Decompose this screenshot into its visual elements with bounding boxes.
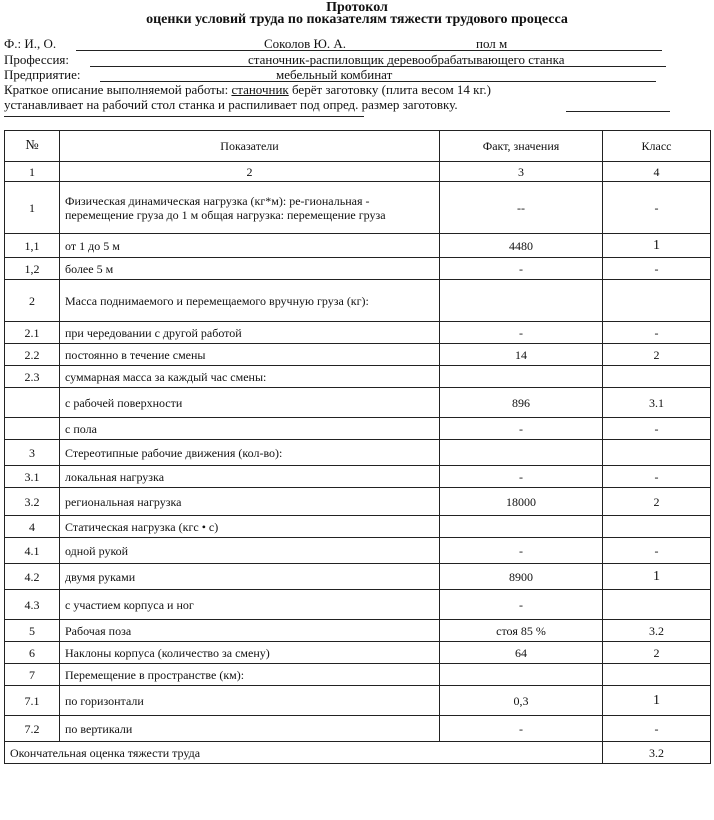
row-fact: -- (440, 182, 603, 234)
numbering-cell: 4 (603, 162, 711, 182)
row-class: 3.1 (603, 388, 711, 418)
row-fact (440, 440, 603, 466)
column-header-number: № (5, 131, 60, 162)
row-class: - (603, 716, 711, 742)
row-fact: - (440, 538, 603, 564)
row-number: 3.1 (5, 466, 60, 488)
row-fact (440, 516, 603, 538)
row-class: 1 (603, 686, 711, 716)
row-fact: - (440, 258, 603, 280)
row-class: 2 (603, 344, 711, 366)
row-indicator: с рабочей поверхности (60, 388, 440, 418)
row-indicator: постоянно в течение смены (60, 344, 440, 366)
row-number: 7.2 (5, 716, 60, 742)
table-row (5, 590, 711, 620)
row-indicator: локальная нагрузка (60, 466, 440, 488)
row-class: - (603, 466, 711, 488)
row-indicator: Наклоны корпуса (количество за смену) (60, 642, 440, 664)
row-indicator: Физическая динамическая нагрузка (кг*м): ре-гиональная - перемещение груза до 1 м общая нагрузка: перемещение груза (60, 182, 440, 234)
row-fact: 18000 (440, 488, 603, 516)
table-row (5, 280, 711, 322)
row-class: - (603, 322, 711, 344)
row-number: 3 (5, 440, 60, 466)
table-row (5, 466, 711, 488)
row-class: - (603, 538, 711, 564)
row-indicator: Рабочая поза (60, 620, 440, 642)
row-indicator: с участием корпуса и ног (60, 590, 440, 620)
protocol-table (4, 130, 711, 764)
row-number: 4.3 (5, 590, 60, 620)
row-number: 4.1 (5, 538, 60, 564)
row-fact: 8900 (440, 564, 603, 590)
description-value-2: берёт заготовку (плита весом 14 кг.) (291, 82, 491, 97)
column-header-fact: Факт, значения (440, 131, 603, 162)
table-header-row (5, 131, 711, 162)
row-fact: - (440, 716, 603, 742)
row-number: 4 (5, 516, 60, 538)
table-row (5, 258, 711, 280)
column-header-indicator: Показатели (60, 131, 440, 162)
description-underline-2 (566, 111, 670, 112)
document-subtitle: оценки условий труда по показателям тяжести трудового процесса (146, 12, 568, 27)
row-fact: - (440, 590, 603, 620)
row-indicator: по вертикали (60, 716, 440, 742)
final-assessment-value: 3.2 (603, 742, 711, 764)
description-value-1: станочник (231, 82, 289, 97)
row-fact (440, 280, 603, 322)
row-number: 2.1 (5, 322, 60, 344)
row-class: - (603, 182, 711, 234)
row-indicator: с пола (60, 418, 440, 440)
row-class: 2 (603, 488, 711, 516)
row-number: 2.2 (5, 344, 60, 366)
table-row (5, 388, 711, 418)
profession-value: станочник-распиловщик деревообрабатывающего станка (248, 52, 565, 67)
description-underline-3 (4, 116, 364, 117)
description-label: Краткое описание выполняемой работы: (4, 82, 229, 97)
row-number: 1,2 (5, 258, 60, 280)
row-number (5, 388, 60, 418)
row-class: 3.2 (603, 620, 711, 642)
description-line-2: устанавливает на рабочий стол станка и распиливает под опред. размер заготовку. (4, 97, 458, 112)
row-fact (440, 366, 603, 388)
row-fact: 64 (440, 642, 603, 664)
table-row (5, 716, 711, 742)
row-indicator: региональная нагрузка (60, 488, 440, 516)
profession-label: Профессия: (4, 52, 69, 67)
row-number: 4.2 (5, 564, 60, 590)
row-class (603, 664, 711, 686)
table-row (5, 234, 711, 258)
row-class: 1 (603, 234, 711, 258)
row-indicator: по горизонтали (60, 686, 440, 716)
table-row (5, 488, 711, 516)
row-class: 1 (603, 564, 711, 590)
numbering-cell: 3 (440, 162, 603, 182)
row-fact: - (440, 466, 603, 488)
fio-label: Ф.: И., О. (4, 36, 57, 51)
table-row (5, 664, 711, 686)
numbering-cell: 1 (5, 162, 60, 182)
row-number (5, 418, 60, 440)
fio-line (4, 36, 56, 52)
row-fact: 896 (440, 388, 603, 418)
table-row (5, 564, 711, 590)
row-fact: - (440, 322, 603, 344)
row-indicator: более 5 м (60, 258, 440, 280)
row-number: 2 (5, 280, 60, 322)
final-assessment-row (5, 742, 711, 764)
row-class: - (603, 258, 711, 280)
table-row (5, 516, 711, 538)
row-number: 1 (5, 182, 60, 234)
row-indicator: суммарная масса за каждый час смены: (60, 366, 440, 388)
row-number: 5 (5, 620, 60, 642)
row-fact: 0,3 (440, 686, 603, 716)
row-fact: стоя 85 % (440, 620, 603, 642)
row-indicator: Статическая нагрузка (кгс • с) (60, 516, 440, 538)
table-row (5, 642, 711, 664)
row-indicator: Масса поднимаемого и перемещаемого вручную груза (кг): (60, 280, 440, 322)
row-class (603, 366, 711, 388)
row-indicator: при чередовании с другой работой (60, 322, 440, 344)
row-number: 6 (5, 642, 60, 664)
row-fact: 4480 (440, 234, 603, 258)
table-row (5, 344, 711, 366)
row-indicator: Перемещение в пространстве (км): (60, 664, 440, 686)
table-row (5, 686, 711, 716)
row-fact (440, 664, 603, 686)
table-row (5, 366, 711, 388)
row-class: - (603, 418, 711, 440)
row-indicator: от 1 до 5 м (60, 234, 440, 258)
column-header-class: Класс (603, 131, 711, 162)
row-number: 3.2 (5, 488, 60, 516)
row-indicator: одной рукой (60, 538, 440, 564)
row-indicator: Стереотипные рабочие движения (кол-во): (60, 440, 440, 466)
table-row (5, 182, 711, 234)
column-numbering-row (5, 162, 711, 182)
row-fact: 14 (440, 344, 603, 366)
row-number: 1,1 (5, 234, 60, 258)
document-title: Протокол (326, 0, 388, 15)
row-class (603, 440, 711, 466)
table-row (5, 538, 711, 564)
table-row (5, 440, 711, 466)
enterprise-value: мебельный комбинат (276, 67, 393, 82)
table-row (5, 418, 711, 440)
enterprise-label: Предприятие: (4, 67, 81, 82)
row-number: 7.1 (5, 686, 60, 716)
row-indicator: двумя руками (60, 564, 440, 590)
row-class: 2 (603, 642, 711, 664)
table-row (5, 322, 711, 344)
row-class (603, 590, 711, 620)
row-fact: - (440, 418, 603, 440)
row-number: 7 (5, 664, 60, 686)
description-line-1 (4, 82, 491, 98)
fio-underline (76, 50, 662, 51)
row-class (603, 516, 711, 538)
sex-value: пол м (476, 36, 508, 51)
fio-value: Соколов Ю. А. (264, 36, 347, 51)
numbering-cell: 2 (60, 162, 440, 182)
table-row (5, 620, 711, 642)
row-number: 2.3 (5, 366, 60, 388)
final-assessment-label: Окончательная оценка тяжести труда (5, 742, 603, 764)
row-class (603, 280, 711, 322)
